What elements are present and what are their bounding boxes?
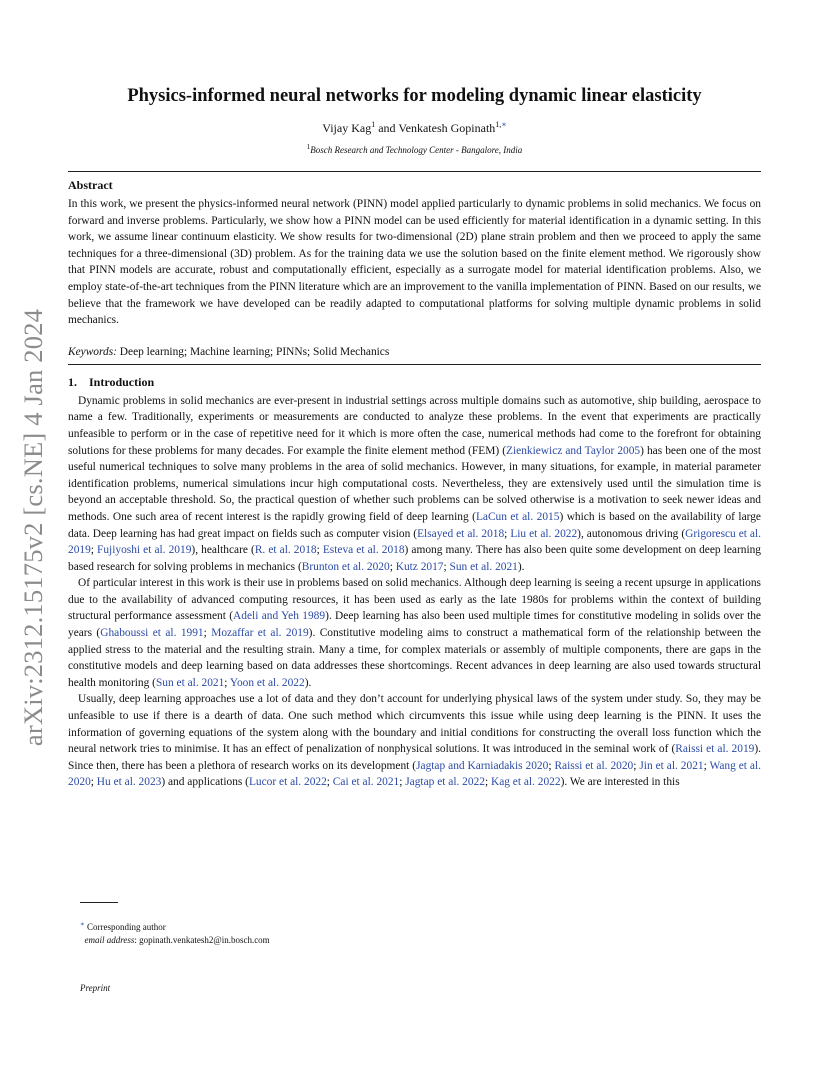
footnote-mark: ∗ (80, 920, 85, 928)
citation-link[interactable]: Wang et al. 2020 (68, 759, 762, 789)
citation-link[interactable]: Fujiyoshi et al. 2019 (97, 544, 192, 557)
author-name: Venkatesh Gopinath (398, 121, 496, 135)
corresponding-author-link[interactable]: ∗ (501, 120, 507, 129)
keywords-line (68, 345, 761, 360)
citation-link[interactable]: Esteva et al. 2018 (322, 544, 405, 557)
preprint-label: Preprint (80, 983, 111, 993)
citation-link[interactable]: Brunton et al. 2020 (301, 560, 390, 573)
citation-link[interactable]: Zienkiewicz and Taylor 2005 (506, 444, 641, 457)
citation-link[interactable]: Ghaboussi et al. 1991 (100, 627, 204, 640)
citation-link[interactable]: Jagtap et al. 2022 (405, 776, 485, 789)
citation-link[interactable]: Sun et al. 2021 (155, 676, 225, 689)
footnote (80, 918, 270, 947)
arxiv-identifier-stamp (16, 298, 52, 756)
citation-link[interactable]: LaCun et al. 2015 (475, 510, 560, 523)
email-address: : gopinath.venkatesh2@in.bosch.com (134, 935, 270, 945)
citation-link[interactable]: Sun et al. 2021 (449, 560, 518, 573)
section-title: Introduction (89, 374, 155, 389)
keywords-label: Keywords: (68, 345, 117, 358)
citation-link[interactable]: Raissi et al. 2019 (675, 743, 755, 756)
citation-link[interactable]: Adeli and Yeh 1989 (233, 610, 326, 623)
paper-title: Physics-informed neural networks for modeling dynamic linear elasticity (127, 86, 702, 106)
citation-link[interactable]: Elsayed et al. 2018 (417, 527, 505, 540)
affiliation-marker: 1,∗ (495, 120, 507, 129)
footnote-line (80, 918, 270, 934)
citation-link[interactable]: Raissi et al. 2020 (554, 759, 634, 772)
citation-link[interactable]: Mozaffar et al. 2019 (211, 627, 309, 640)
divider (68, 364, 761, 365)
abstract-heading: Abstract (68, 178, 113, 192)
citation-link[interactable]: Cai et al. 2021 (332, 776, 400, 789)
author-separator: and (375, 121, 399, 135)
affiliation-marker: 1 (371, 120, 376, 129)
footnote-line (80, 934, 270, 947)
abstract-text: In this work, we present the physics-informed neural network (PINN) model applied particularly to dynamic problems in solid mechanics. We focus on forward and inverse problems. Particularly, we show how a PINN model can be used efficiently for material identification in a dynamic setting. In this work, we assume linear continuum elasticity. We show results for two-dimensional (2D) plane strain problem and then we proceed to apply the same techniques for a three-dimensional (3D) problem. As for the training data we use the solution based on the finite element method. We rigorously show that PINN models are accurate, robust and computationally efficient, especially as a surrogate model for material identification problems. Also, we employ state-of-the-art techniques from the PINN literature which are an improvement to the vanilla implementation of PINN. Based on our results, we believe that the framework we have developed can be readily adapted to computational platforms for solving multiple dynamic problems in solid mechanics. (68, 198, 761, 327)
paper-page (68, 84, 761, 791)
paragraph: Usually, deep learning approaches use a lot of data and they don’t account for underlying physical laws of the system under study. So, they may be unfeasible to use if there is a dearth of data. One such method which circumvents this issue while using deep learning is the PINN. It uses the information of governing equations of the system along with the boundary and initial conditions for constructing the overall loss function which the neural network tries to minimise. It has an effect of penalization of nonphysical solutions. It was introduced in the seminal work of (Raissi et al. 2019). Since then, there has been a plethora of research works on its development (Jagtap and Karniadakis 2020; Raissi et al. 2020; Jin et al. 2021; Wang et al. 2020; Hu et al. 2023) and applications (Lucor et al. 2022; Cai et al. 2021; Jagtap et al. 2022; Kag et al. 2022). We are interested in this (68, 693, 762, 789)
footnote-divider (80, 902, 118, 903)
divider (68, 171, 761, 172)
citation-link[interactable]: R. et al. 2018 (254, 544, 317, 557)
author-list (68, 117, 761, 136)
author-name: Vijay Kag (322, 121, 372, 135)
citation-link[interactable]: Kutz 2017 (395, 560, 444, 573)
affiliation (68, 141, 761, 156)
paragraph: Of particular interest in this work is their use in problems based on solid mechanics. Although deep learning is seeing a recent upsurge in applications due to the availability of advanced computing resources, it has been used as early as the late 1980s for problems within the context of building structural performance assessment (Adeli and Yeh 1989). Deep learning has also been used multiple times for constitutive modeling in solids over the years (Ghaboussi et al. 1991; Mozaffar et al. 2019). Constitutive modeling aims to construct a mathematical form of the relationship between the applied stress to the material and the resulting strain. Many a time, for complex materials or assembly of multiple components, there are gaps in the constitutive models and deep learning based on data addresses these shortcomings. Recent advances in deep learning are also used towards structural health monitoring (Sun et al. 2021; Yoon et al. 2022). (68, 577, 761, 689)
affiliation-text: Bosch Research and Technology Center - Bangalore, India (310, 145, 523, 155)
citation-link[interactable]: Lucor et al. 2022 (248, 776, 327, 789)
email-label: email address (84, 935, 135, 945)
footnote-text: Corresponding author (87, 922, 166, 932)
citation-link[interactable]: Yoon et al. 2022 (229, 676, 305, 689)
citation-link[interactable]: Hu et al. 2023 (96, 776, 162, 789)
keywords-text: Deep learning; Machine learning; PINNs; Solid Mechanics (116, 345, 390, 358)
citation-link[interactable]: Jagtap and Karniadakis 2020 (416, 759, 549, 772)
paragraph: Dynamic problems in solid mechanics are ever-present in industrial settings across multiple domains such as automotive, ship building, aerospace to name a few. Traditionally, experiments or measurements are conducted to analyze these problems. In the event that experiments are practically unfeasible to perform or in the case of repetitive need for it which is more often the case, numerical methods had come to the forefront for obtaining solutions for these problems for many decades. For example the finite element method (FEM) (Zienkiewicz and Taylor 2005) has been one of the most useful numerical techniques to solve many problems in the area of solid mechanics. However, in many situations, for example, in material parameter identification problems, numerical simulations incur high computational costs. Nevertheless, they are extensively used until the simulation time is beyond an acceptable threshold. So, the practical question of whether such problems can be solved otherwise is a motivation to seek newer ideas and methods. One such area of recent interest is the rapidly growing field of deep learning (LaCun et al. 2015) which is based on the availability of large data. Deep learning has had great impact on fields such as computer vision (Elsayed et al. 2018; Liu et al. 2022), autonomous driving (Grigorescu et al. 2019; Fujiyoshi et al. 2019), healthcare (R. et al. 2018; Esteva et al. 2018) among many. There has also been quite some development on deep learning based research for solving problems in mechanics (Brunton et al. 2020; Kutz 2017; Sun et al. 2021). (68, 394, 762, 573)
citation-link[interactable]: Liu et al. 2022 (510, 527, 578, 540)
affiliation-marker: 1 (306, 143, 311, 151)
arxiv-identifier-text: arXiv:2312.15175v2 [cs.NE] 4 Jan 2024 (18, 308, 49, 746)
citation-link[interactable]: Grigorescu et al. 2019 (68, 527, 762, 557)
section-heading (68, 374, 761, 390)
section-number: 1. (68, 374, 77, 389)
citation-link[interactable]: Jin et al. 2021 (639, 759, 704, 772)
citation-link[interactable]: Kag et al. 2022 (490, 776, 561, 789)
